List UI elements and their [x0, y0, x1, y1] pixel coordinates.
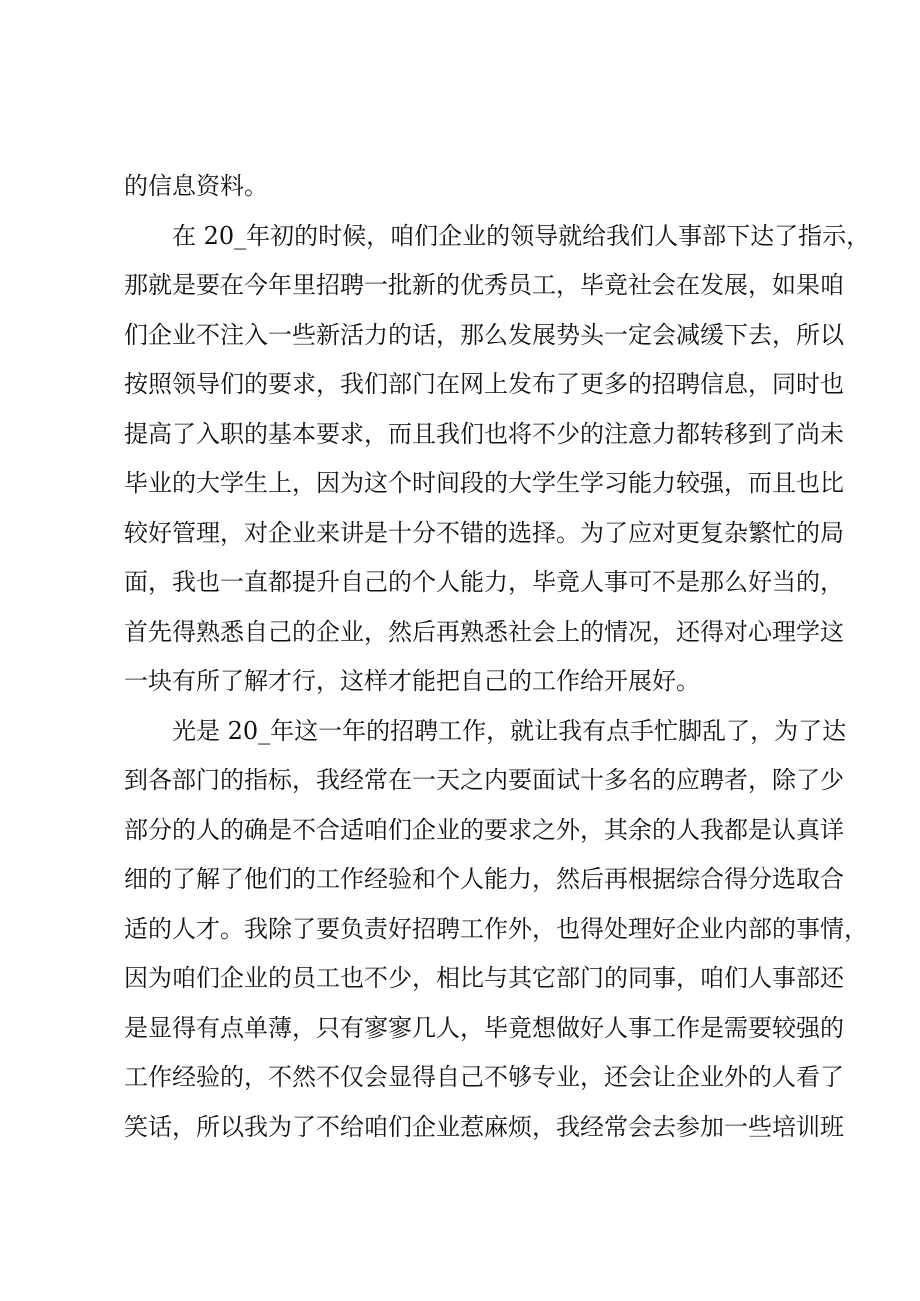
text-line: 的信息资料。 — [124, 172, 268, 200]
text-line: 细的了解了他们的工作经验和个人能力，然后再根据综合得分选取合 — [124, 865, 844, 893]
text-line: 按照领导们的要求，我们部门在网上发布了更多的招聘信息，同时也 — [124, 370, 844, 398]
text-line: 毕业的大学生上，因为这个时间段的大学生学习能力较强，而且也比 — [124, 469, 844, 497]
text-line: 较好管理，对企业来讲是十分不错的选择。为了应对更复杂繁忙的局 — [124, 519, 844, 547]
text-line: 一块有所了解才行，这样才能把自己的工作给开展好。 — [124, 667, 700, 695]
text-line: 因为咱们企业的员工也不少，相比与其它部门的同事，咱们人事部还 — [124, 964, 844, 992]
text-line: 首先得熟悉自己的企业，然后再熟悉社会上的情况，还得对心理学这 — [124, 618, 844, 646]
text-line: 提高了入职的基本要求，而且我们也将不少的注意力都转移到了尚未 — [124, 420, 844, 448]
text-line: 到各部门的指标，我经常在一天之内要面试十多名的应聘者，除了少 — [124, 766, 844, 794]
text-line: 适的人才。我除了要负责好招聘工作外，也得处理好企业内部的事情， — [124, 915, 868, 943]
text-line: 笑话，所以我为了不给咱们企业惹麻烦，我经常会去参加一些培训班 — [124, 1113, 844, 1141]
paragraph-first-line: 在 20_年初的时候，咱们企业的领导就给我们人事部下达了指示， — [172, 222, 871, 250]
text-line: 是显得有点单薄，只有寥寥几人，毕竟想做好人事工作是需要较强的 — [124, 1014, 844, 1042]
text-line: 工作经验的，不然不仅会显得自己不够专业，还会让企业外的人看了 — [124, 1063, 844, 1091]
text-line: 们企业不注入一些新活力的话，那么发展势头一定会减缓下去，所以 — [124, 321, 844, 349]
text-line: 面，我也一直都提升自己的个人能力，毕竟人事可不是那么好当的， — [124, 568, 844, 596]
text-line: 那就是要在今年里招聘一批新的优秀员工，毕竟社会在发展，如果咱 — [124, 271, 844, 299]
text-line: 部分的人的确是不合适咱们企业的要求之外，其余的人我都是认真详 — [124, 816, 844, 844]
paragraph-first-line: 光是 20_年这一年的招聘工作，就让我有点手忙脚乱了，为了达 — [172, 717, 847, 745]
